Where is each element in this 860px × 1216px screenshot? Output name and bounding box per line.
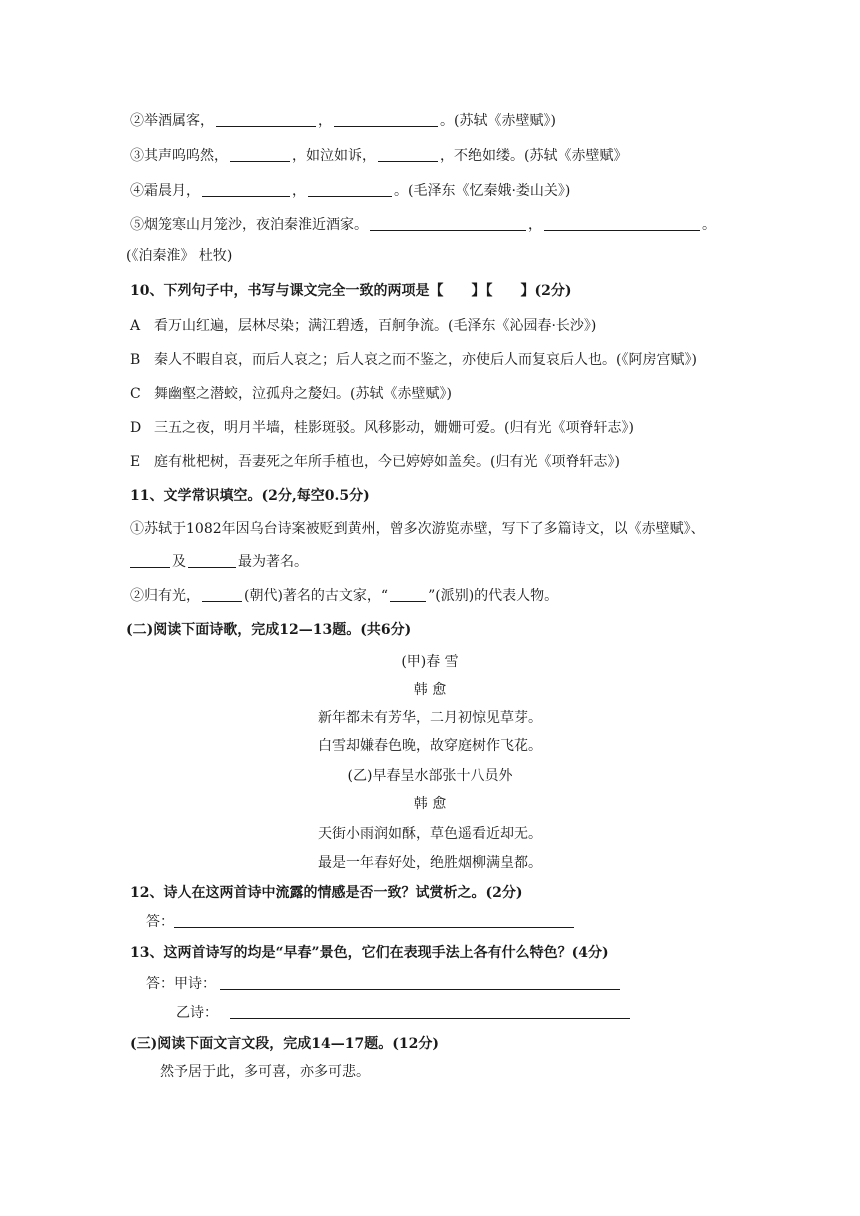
line-text: 。(苏轼《赤壁赋》) [440,113,556,129]
answer-blank[interactable] [216,112,316,127]
question-12-answer [146,912,576,932]
line-text: 最为著名。 [238,554,308,570]
question-11-line-3 [130,586,558,606]
poem-1-title: (甲)春 雪 [401,654,459,670]
poem-1-line-2: 白雪却嫌春色晚，故穿庭树作飞花。 [318,738,542,754]
poem-2-line-1: 天街小雨润如酥，草色遥看近却无。 [318,826,542,842]
option-letter: B [130,352,141,368]
question-12-title: 12、诗人在这两首诗中流露的情感是否一致？试赏析之。(2分) [130,885,523,901]
answer-blank[interactable] [188,553,236,568]
recitation-line-2 [130,111,556,131]
option-d[interactable] [130,418,634,438]
answer-blank[interactable] [308,182,392,197]
part-3-line-1: 然予居于此，多可喜，亦多可悲。 [160,1064,370,1080]
line-text: 。(毛泽东《忆秦娥·娄山关》) [394,183,571,199]
option-text: 看万山红遍，层林尽染；满江碧透，百舸争流。(毛泽东《沁园春·长沙》) [154,318,597,334]
poem-1-line-1: 新年都未有芳华，二月初惊见草芽。 [318,710,542,726]
line-text: ， [318,113,332,129]
option-b[interactable] [130,350,697,370]
poem-2-line-2: 最是一年春好处，绝胜烟柳满皇都。 [318,855,542,871]
line-text: 及 [172,554,186,570]
option-text: 舞幽壑之潜蛟，泣孤舟之嫠妇。(苏轼《赤壁赋》) [154,386,452,402]
answer-line[interactable] [220,975,620,990]
answer-line[interactable] [174,913,574,928]
option-text: 三五之夜，明月半墙，桂影斑驳。风移影动，姗姗可爱。(归有光《项脊轩志》) [154,420,634,436]
option-letter: A [130,318,141,334]
option-letter: C [130,386,141,402]
line-text: ，如泣如诉， [292,148,376,164]
option-text: 庭有枇杷树，吾妻死之年所手植也，今已婷婷如盖矣。(归有光《项脊轩志》) [154,454,620,470]
recitation-line-4 [130,181,570,201]
line-text: 。 [702,217,716,233]
question-10-title: 10、下列句子中，书写与课文完全一致的两项是【 】【 】(2分) [130,283,572,299]
answer-blank[interactable] [230,147,290,162]
poem-2-author: 韩 愈 [413,796,447,812]
answer-line[interactable] [230,1004,630,1019]
answer-blank[interactable] [130,553,170,568]
line-text: ， [528,217,542,233]
question-11-line-2 [130,552,308,572]
recitation-line-5 [130,215,716,235]
question-13-answer-1 [146,974,622,994]
part-3-title: (三)阅读下面文言文段，完成14—17题。(12分) [130,1036,439,1052]
answer-label: 答：甲诗： [146,976,216,992]
option-letter: E [130,454,141,470]
question-13-title: 13、这两首诗写的均是“早春”景色，它们在表现手法上各有什么特色？(4分) [130,945,609,961]
poem-1-author: 韩 愈 [413,682,447,698]
option-text: 秦人不暇自哀，而后人哀之；后人哀之而不鉴之，亦使后人而复哀后人也。(《阿房宫赋》) [154,352,697,368]
line-text: ③其声呜呜然， [130,148,228,164]
poem-2-title: (乙)早春呈水部张十八员外 [347,768,513,784]
answer-label: 乙诗： [176,1005,218,1021]
recitation-line-5-source: (《泊秦淮》 杜牧) [126,248,233,264]
line-text: ②举酒属客， [130,113,214,129]
answer-blank[interactable] [544,216,700,231]
line-text: ”(派别)的代表人物。 [428,588,559,604]
answer-blank[interactable] [202,587,242,602]
line-text: ④霜晨月， [130,183,200,199]
answer-blank[interactable] [202,182,290,197]
answer-label: 答： [146,914,174,930]
answer-blank[interactable] [390,587,426,602]
line-text: ， [292,183,306,199]
option-c[interactable] [130,384,452,404]
part-2-title: (二)阅读下面诗歌，完成12—13题。(共6分) [126,622,412,638]
line-text: (朝代)著名的古文家，“ [244,588,389,604]
question-11-title: 11、文学常识填空。(2分,每空0.5分) [130,488,370,504]
option-a[interactable] [130,316,596,336]
question-11-line-1: ①苏轼于1082年因乌台诗案被贬到黄州，曾多次游览赤壁，写下了多篇诗文，以《赤壁赋》、 [130,521,705,537]
line-text: ⑤烟笼寒山月笼沙，夜泊秦淮近酒家。 [130,217,368,233]
option-letter: D [130,420,142,436]
question-13-answer-2 [176,1003,632,1023]
answer-blank[interactable] [334,112,438,127]
answer-blank[interactable] [378,147,438,162]
answer-blank[interactable] [370,216,526,231]
line-text: ②归有光， [130,588,200,604]
option-e[interactable] [130,452,620,472]
line-text: ，不绝如缕。(苏轼《赤壁赋》 [440,148,628,164]
recitation-line-3 [130,146,627,166]
